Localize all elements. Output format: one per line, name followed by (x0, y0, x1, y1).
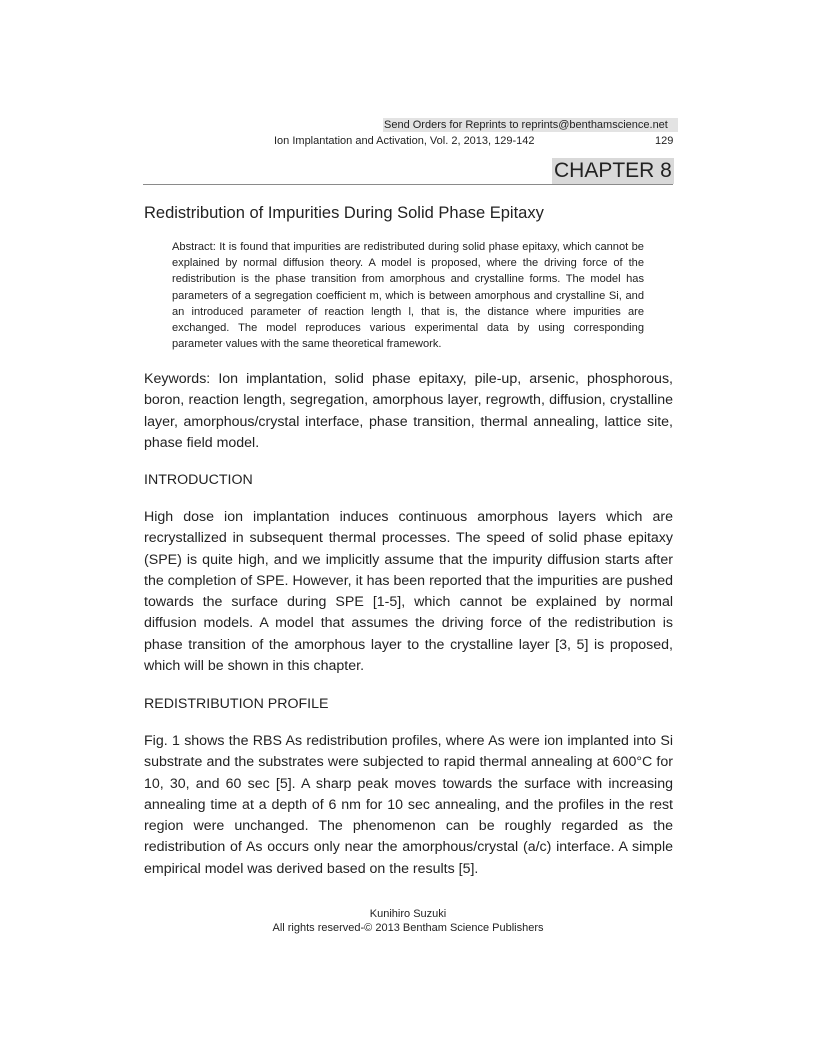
chapter-title: Redistribution of Impurities During Solid Phase Epitaxy (144, 204, 544, 222)
journal-citation: Ion Implantation and Activation, Vol. 2, 2013, 129-142 (274, 135, 535, 147)
abstract-label: Abstract: (172, 241, 216, 253)
keywords-label: Keywords: (144, 371, 211, 387)
abstract (172, 239, 644, 352)
section-heading-redistribution-profile: REDISTRIBUTION PROFILE (144, 696, 329, 712)
keywords-text: Ion implantation, solid phase epitaxy, pile-up, arsenic, phosphorous, boron, reaction length, segregation, amorphous layer, regrowth, diffusion, crystalline layer, amorphous/crystal interface, phase transition, thermal annealing, lattice site, phase field model. (144, 371, 673, 451)
keywords (144, 369, 673, 454)
footer-author: Kunihiro Suzuki (369, 908, 447, 920)
chapter-label: CHAPTER 8 (554, 159, 672, 182)
section-heading-introduction: INTRODUCTION (144, 472, 253, 488)
reprint-notice: Send Orders for Reprints to reprints@benthamscience.net (383, 118, 678, 132)
footer-copyright: All rights reserved-© 2013 Bentham Science Publishers (272, 922, 544, 934)
header-divider (143, 184, 673, 185)
page-number: 129 (655, 135, 674, 147)
section-body-redistribution-profile: Fig. 1 shows the RBS As redistribution profiles, where As were ion implanted into Si substrate and the substrates were subjected to rapid thermal annealing at 600°C for 10, 30, and 60 sec [5]. A sharp peak moves towards the surface with increasing annealing time at a depth of 6 nm for 10 sec annealing, and the profiles in the rest region were unchanged. The phenomenon can be roughly regarded as the redistribution of As occurs only near the amorphous/crystal (a/c) interface. A simple empirical model was derived based on the results [5]. (144, 733, 673, 877)
abstract-text: It is found that impurities are redistributed during solid phase epitaxy, which cannot be explained by normal diffusion theory. A model is proposed, where the driving force of the redistribution is the phase transition from amorphous and crystalline forms. The model has parameters of a segregation coefficient m, which is between amorphous and crystalline Si, and an introduced parameter of reaction length l, that is, the distance where impurities are exchanged. The model reproduces various experimental data by using corresponding parameter values with the same theoretical framework. (172, 241, 644, 351)
section-body-introduction: High dose ion implantation induces continuous amorphous layers which are recrystallized in subsequent thermal processes. The speed of solid phase epitaxy (SPE) is quite high, and we implicitly assume that the impurity diffusion starts after the completion of SPE. However, it has been reported that the impurities are pushed towards the surface during SPE [1-5], which cannot be explained by normal diffusion models. A model that assumes the driving force of the redistribution is phase transition of the amorphous layer to the crystalline layer [3, 5] is proposed, which will be shown in this chapter. (144, 509, 673, 675)
